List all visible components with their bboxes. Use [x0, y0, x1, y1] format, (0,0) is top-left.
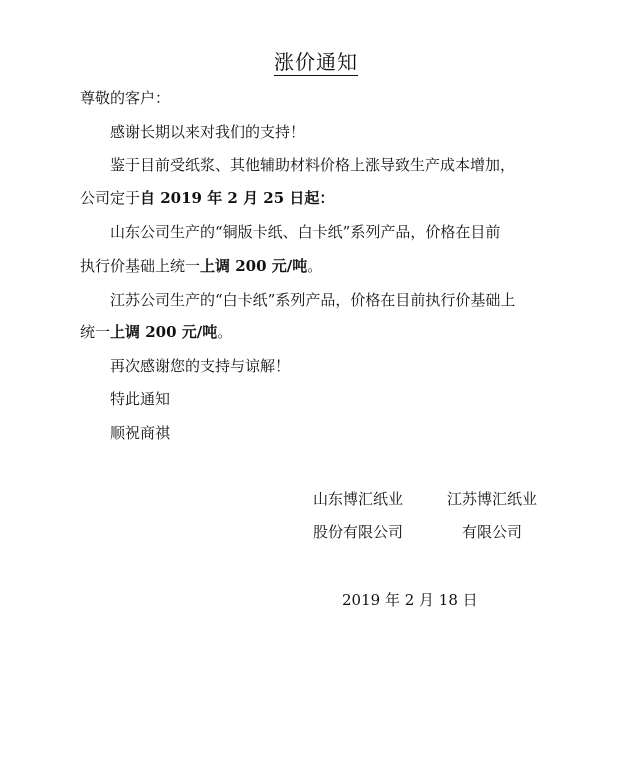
para1-line1: 鉴于目前受纸浆、其他辅助材料价格上涨导致生产成本增加， [110, 156, 516, 174]
para2-line2 [80, 256, 322, 276]
salutation: 尊敬的客户： [80, 89, 171, 107]
para3-line2 [80, 322, 232, 342]
jiangsu-price-increase: 上调 200 元/吨 [110, 323, 218, 341]
shandong-price-increase: 上调 200 元/吨 [200, 257, 308, 275]
para2-line1: 山东公司生产的“铜版卡纸、白卡纸”系列产品，价格在目前 [110, 223, 501, 241]
para3-line1: 江苏公司生产的“白卡纸”系列产品，价格在目前执行价基础上 [110, 291, 516, 309]
special-notice-line: 特此通知 [110, 390, 171, 408]
company2-name-line1: 江苏博汇纸业 [447, 490, 538, 508]
para3-line2-suffix: 。 [217, 323, 233, 341]
para3-line2-prefix: 统一 [80, 323, 111, 341]
para1-line2 [80, 188, 334, 208]
company1-name-line1: 山东博汇纸业 [313, 490, 404, 508]
notice-date: 2019 年 2 月 18 日 [342, 591, 478, 609]
thanks-line: 感谢长期以来对我们的支持！ [110, 123, 306, 141]
company1-name-line2: 股份有限公司 [313, 523, 404, 541]
company2-name-line2: 有限公司 [462, 523, 523, 541]
para2-line2-prefix: 执行价基础上统一 [80, 257, 201, 275]
para2-line2-suffix: 。 [307, 257, 323, 275]
notice-title [0, 50, 632, 74]
para1-line2-prefix: 公司定于 [80, 189, 141, 207]
closing-line: 顺祝商祺 [110, 424, 171, 442]
thanks-again-line: 再次感谢您的支持与谅解！ [110, 357, 291, 375]
effective-date: 自 2019 年 2 月 25 日起： [140, 189, 335, 207]
notice-title-text: 涨价通知 [274, 50, 358, 74]
